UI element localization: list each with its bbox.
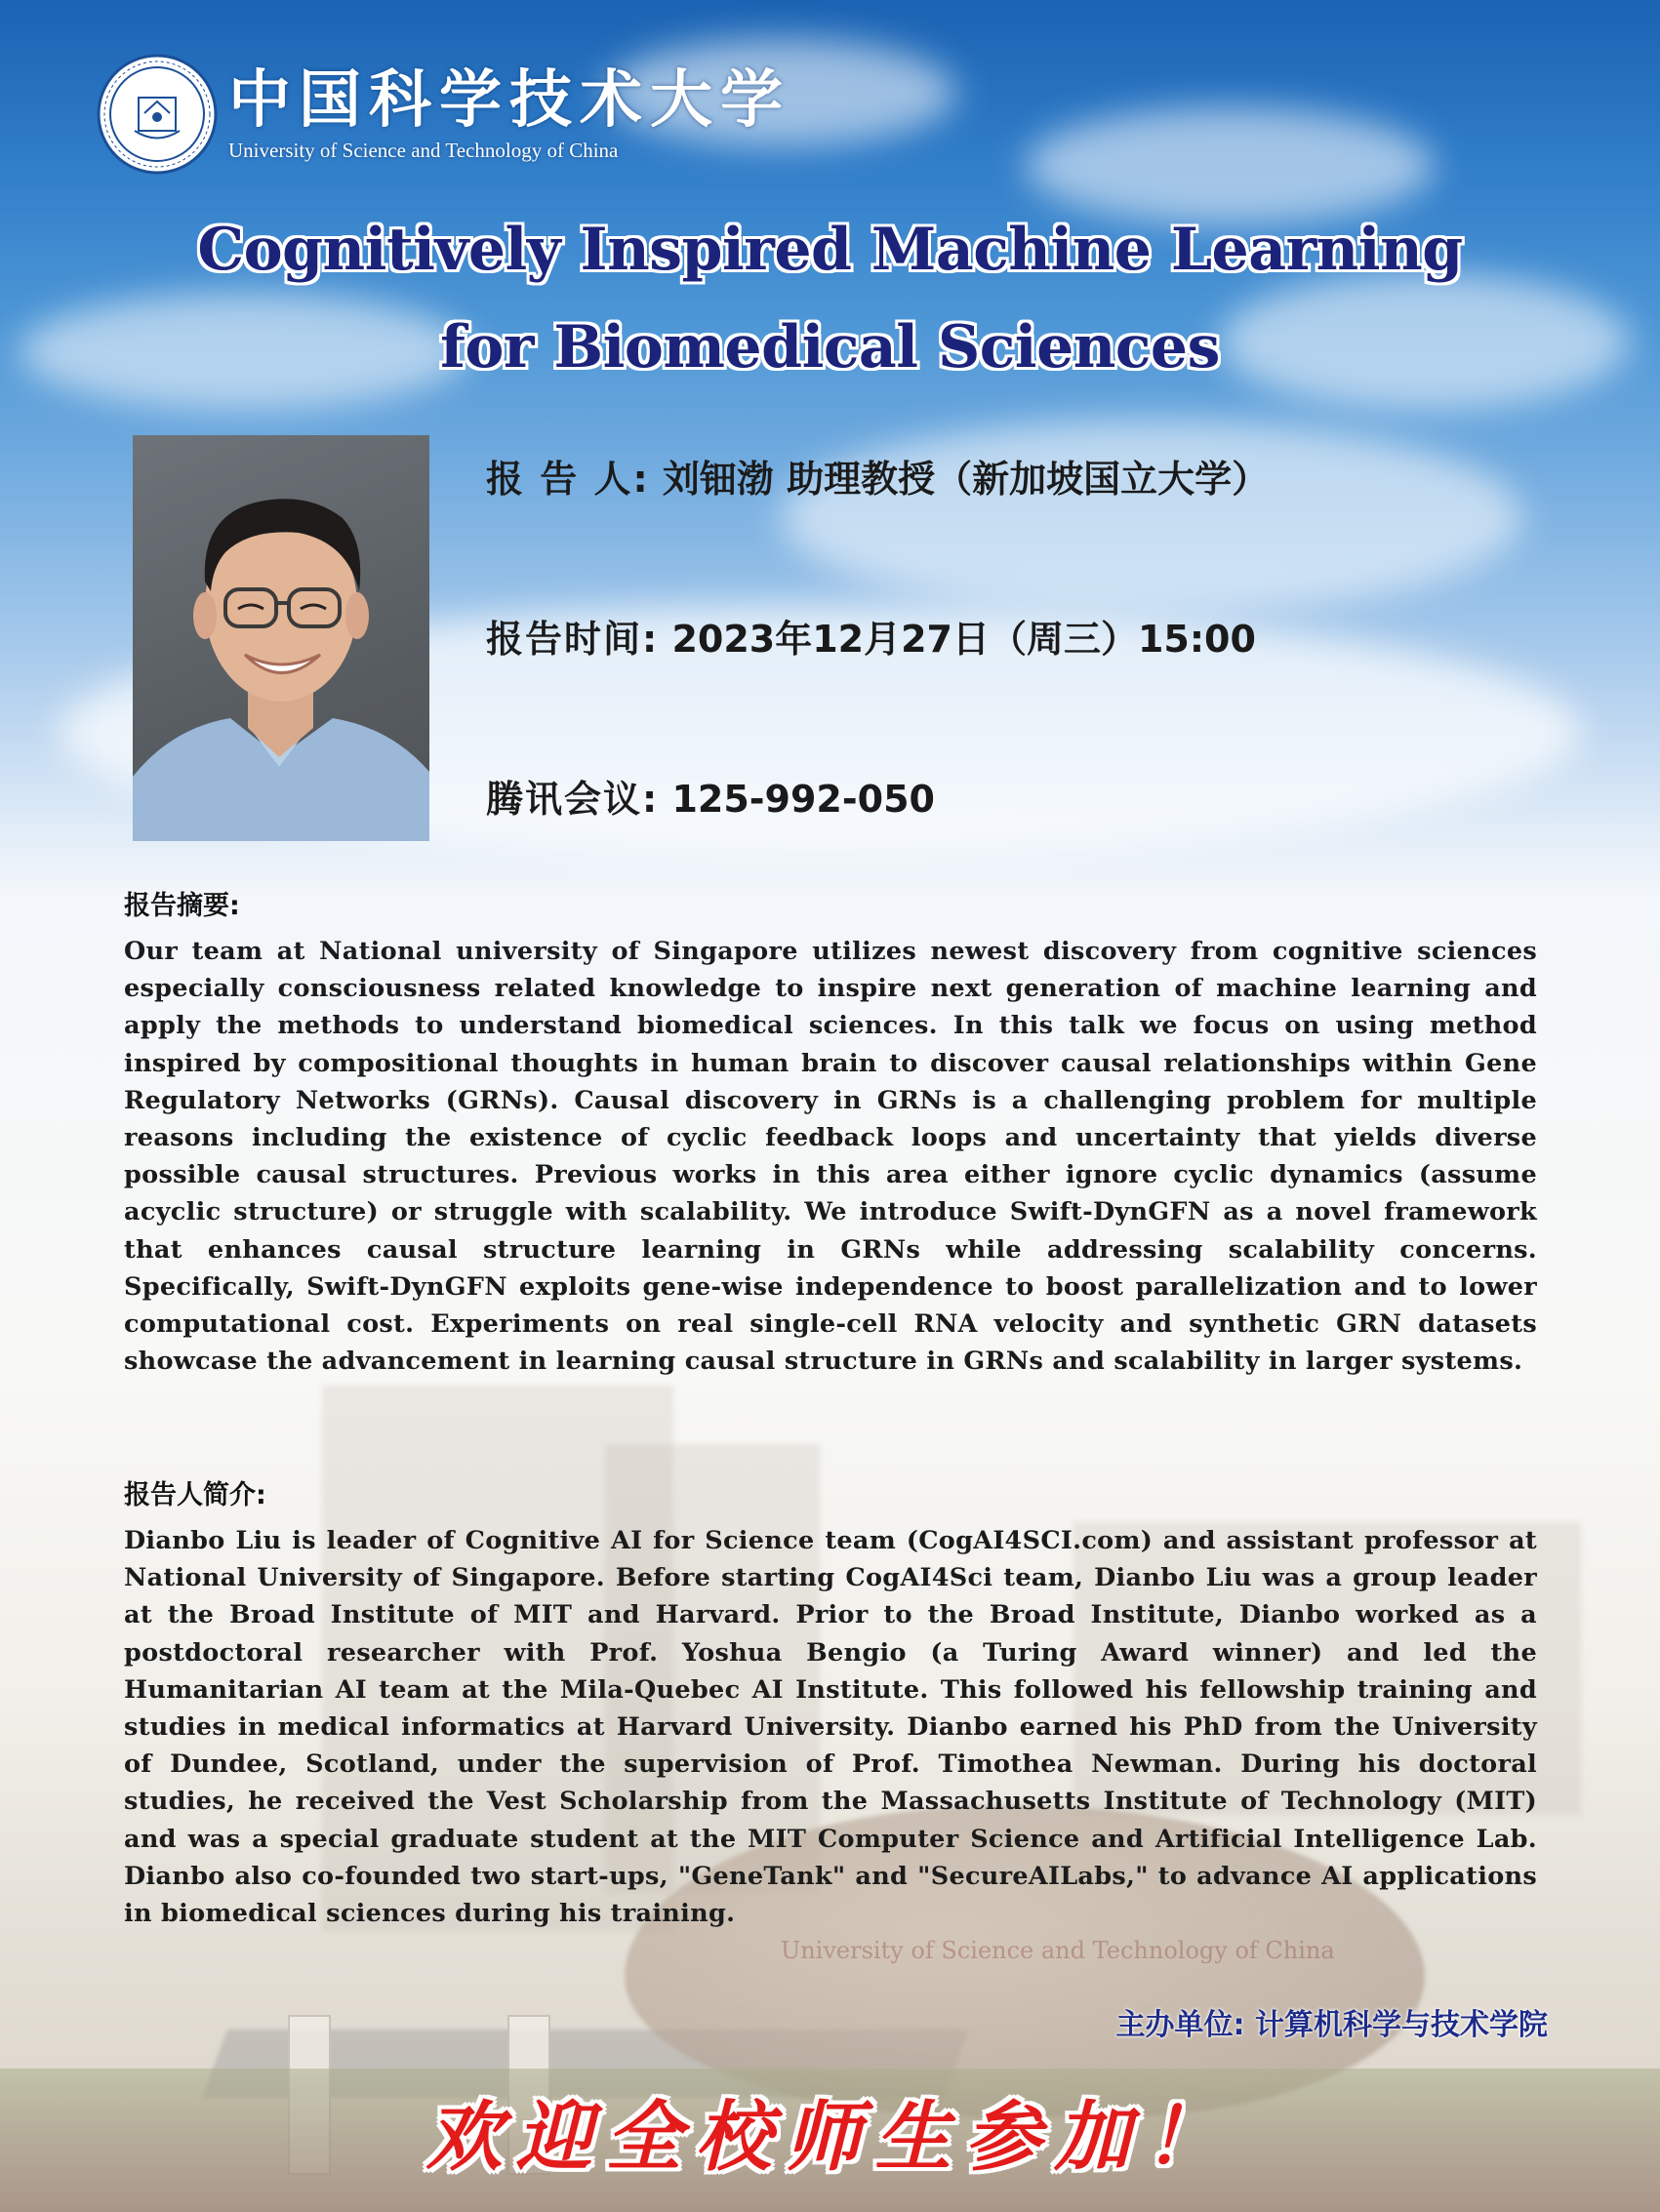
speaker-value: 刘钿渤 助理教授（新加坡国立大学） (662, 458, 1270, 501)
speaker-portrait-icon (133, 435, 429, 841)
university-logo (96, 53, 790, 176)
meeting-label: 腾讯会议: (486, 778, 660, 821)
talk-title (0, 201, 1660, 396)
rock-inscription: University of Science and Technology of China (781, 1937, 1335, 1964)
organizer: 主办单位: 计算机科学与技术学院 (1115, 2008, 1548, 2042)
bio-text: Dianbo Liu is leader of Cognitive AI for Science team (CogAI4SCI.com) and assistant professor at National University of Singapore. Before starting CogAI4Sci team, Dianbo Liu was a group leader at the Broad Institute of MIT and Harvard. Prior to the Broad Institute, Dianbo worked as a postdoctoral researcher with Prof. Yoshua Bengio (a Turing Award winner) and led the Humanitarian AI team at the Mila-Quebec AI Institute. This followed his fellowship training and studies in medical informatics at Harvard University. Dianbo earned his PhD from the University of Dundee, Scotland, under the supervision of Prof. Timothea Newman. During his doctoral studies, he received the Vest Scholarship from the Massachusetts Institute of Technology (MIT) and was a special graduate student at the MIT Computer Science and Artificial Intelligence Lab. Dianbo also co-founded two start-ups, "GeneTank" and "SecureAILabs," to advance AI applications in biomedical sciences during his training. (124, 1526, 1537, 1929)
meeting-line (486, 769, 935, 823)
time-value: 2023年12月27日（周三）15:00 (671, 618, 1256, 661)
speaker-photo (133, 435, 429, 841)
talk-title-line2: for Biomedical Sciences (440, 313, 1220, 382)
speaker-label: 报 告 人: (486, 458, 650, 501)
meeting-value: 125-992-050 (671, 778, 935, 821)
bio-heading: 报告人简介: (124, 1480, 266, 1510)
welcome-banner: 欢迎全校师生参加！ (425, 2093, 1235, 2182)
talk-title-line1: Cognitively Inspired Machine Learning (197, 216, 1463, 284)
university-name-en: University of Science and Technology of China (228, 138, 619, 162)
abstract-heading: 报告摘要: (124, 891, 240, 921)
university-emblem-icon (96, 53, 219, 176)
time-label: 报告时间: (486, 618, 660, 661)
speaker-line (486, 449, 1269, 503)
abstract-text: Our team at National university of Singapore utilizes newest discovery from cognitive sciences especially consciousness related knowledge to inspire next generation of machine learning and apply the methods to understand biomedical sciences. In this talk we focus on using method inspired by compositional thoughts in human brain to discover causal relationships within Gene Regulatory Networks (GRNs). Causal discovery in GRNs is a challenging problem for multiple reasons including the existence of cyclic feedback loops and uncertainty that yields diverse possible causal structures. Previous works in this area either ignore cyclic dynamics (assume acyclic structure) or struggle with scalability. We introduce Swift-DynGFN as a novel framework that enhances causal structure learning in GRNs while addressing scalability concerns. Specifically, Swift-DynGFN exploits gene-wise independence to boost parallelization and to lower computational cost. Experiments on real single-cell RNA velocity and synthetic GRN datasets showcase the advancement in learning causal structure in GRNs and scalability in larger systems. (124, 937, 1537, 1377)
time-line (486, 609, 1256, 663)
university-name-cn: 中国科学技术大学 (228, 62, 790, 137)
